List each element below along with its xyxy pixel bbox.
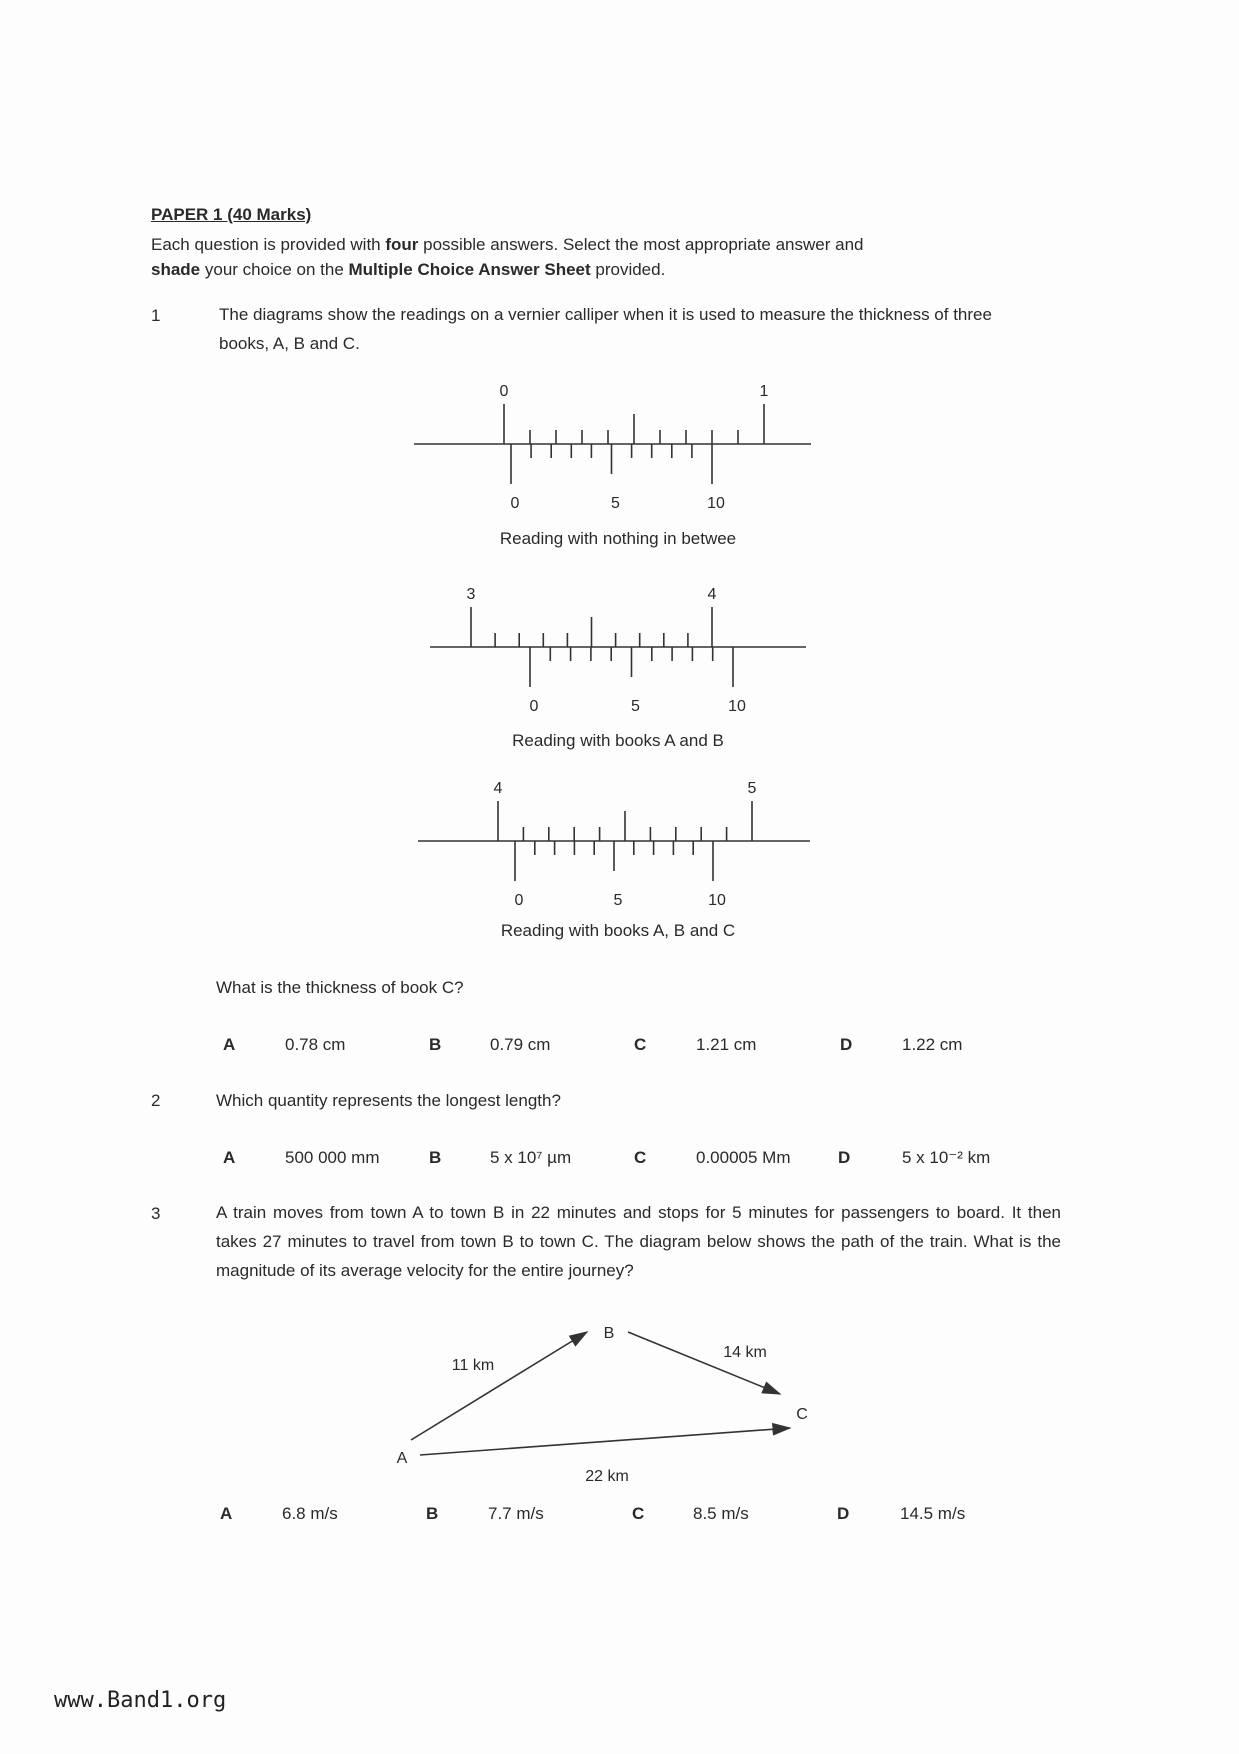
main-scale-label: 0 (499, 383, 509, 400)
vernier-scale-label: 5 (611, 495, 620, 512)
option-value: 14.5 m/s (900, 1504, 966, 1523)
distance-label: 22 km (585, 1468, 629, 1485)
option-letter: C (634, 1035, 647, 1054)
point-label: A (396, 1450, 408, 1467)
instructions-line-2: shade your choice on the Multiple Choice Answer Sheet provided. (151, 260, 666, 279)
option-letter: D (838, 1148, 851, 1167)
vernier-scale-label: 10 (708, 892, 726, 909)
question-text: The diagrams show the readings on a vernier calliper when it is used to measure the thickness of three books, A, B and C. (219, 305, 992, 353)
option-value: 5 x 10⁷ µm (490, 1148, 572, 1167)
option-letter: C (632, 1504, 645, 1523)
option-letter: D (837, 1504, 850, 1523)
vernier-caption: Reading with nothing in betwee (499, 529, 737, 548)
option-value: 7.7 m/s (488, 1504, 544, 1523)
vernier-scale-label: 0 (529, 698, 539, 715)
option-letter: C (634, 1148, 647, 1167)
vernier-scale-label: 5 (613, 892, 623, 909)
option-letter: B (429, 1148, 442, 1167)
point-label: B (603, 1325, 615, 1342)
displacement-arrow-bc (628, 1332, 780, 1394)
paper-title: PAPER 1 (40 Marks) (151, 205, 312, 224)
instructions-line-1: Each question is provided with four possible answers. Select the most appropriate answer and (151, 235, 864, 254)
option-letter: A (223, 1148, 236, 1167)
footer-url: www.Band1.org (54, 1688, 227, 1713)
option-value: 500 000 mm (285, 1148, 380, 1167)
main-scale-label: 4 (707, 586, 717, 603)
question-text: What is the thickness of book C? (216, 978, 464, 997)
option-value: 0.78 cm (285, 1035, 346, 1054)
question-text: Which quantity represents the longest length? (216, 1091, 561, 1110)
main-scale-label: 4 (493, 780, 503, 797)
distance-label: 14 km (723, 1344, 767, 1361)
option-value: 5 x 10⁻² km (902, 1148, 991, 1167)
option-value: 0.79 cm (490, 1035, 551, 1054)
distance-label: 11 km (451, 1357, 495, 1374)
option-value: 8.5 m/s (693, 1504, 749, 1523)
option-letter: A (220, 1504, 233, 1523)
vernier-scale-label: 10 (707, 495, 725, 512)
question-number: 1 (151, 306, 161, 325)
vernier-caption: Reading with books A and B (512, 731, 724, 750)
vernier-scale-label: 10 (728, 698, 746, 715)
point-label: C (796, 1406, 808, 1423)
displacement-arrow-ac (420, 1428, 790, 1455)
vernier-scale-label: 0 (510, 495, 520, 512)
question-text: A train moves from town A to town B in 22 minutes and stops for 5 minutes for passengers to board. It then takes 27 minutes to travel from town B to town C. The diagram below shows the path of the train. What is the magnitude of its average velocity for the entire journey? (216, 1203, 1061, 1280)
option-value: 6.8 m/s (282, 1504, 338, 1523)
question-number: 2 (151, 1091, 161, 1110)
option-letter: D (840, 1035, 853, 1054)
vernier-scale-label: 5 (631, 698, 640, 715)
main-scale-label: 3 (466, 586, 476, 603)
question-number: 3 (151, 1204, 161, 1223)
option-letter: B (429, 1035, 442, 1054)
option-letter: B (426, 1504, 439, 1523)
option-value: 0.00005 Mm (696, 1148, 791, 1167)
option-letter: A (223, 1035, 236, 1054)
vernier-caption: Reading with books A, B and C (500, 921, 736, 940)
option-value: 1.21 cm (696, 1035, 757, 1054)
vernier-scale-label: 0 (514, 892, 524, 909)
main-scale-label: 1 (759, 383, 769, 400)
displacement-arrow-ab (411, 1332, 587, 1440)
main-scale-label: 5 (747, 780, 757, 797)
option-value: 1.22 cm (902, 1035, 963, 1054)
